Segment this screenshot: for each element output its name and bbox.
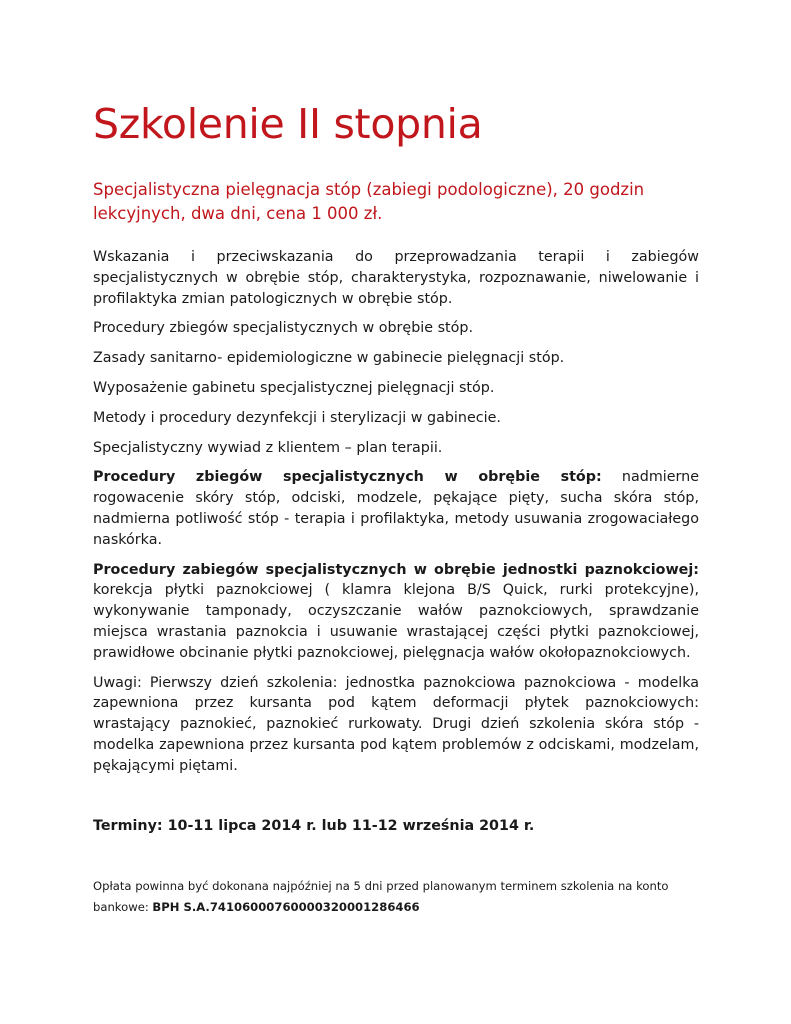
page-title: Szkolenie II stopnia — [93, 100, 483, 148]
paragraph-foot-procedures — [93, 467, 699, 550]
page-subtitle: Specjalistyczna pielęgnacja stóp (zabiegi podologiczne), 20 godzin lekcyjnych, dwa dni, cena 1 000 zł. — [93, 180, 645, 223]
paragraph-procedures: Procedury zbiegów specjalistycznych w obrębie stóp. — [93, 320, 474, 337]
paragraph-notes: Uwagi: Pierwszy dzień szkolenia: jednostka paznokciowa paznokciowa - modelka zapewniona przez kursanta pod kątem deformacji płytek paznokciowych: wrastający paznokieć, paznokieć rurkowaty. Drugi dzień szkolenia skóra stóp - modelka zapewniona przez kursanta pod kątem problemów z odciskami, modzelam, pękającymi piętami. — [93, 674, 699, 774]
paragraph-equipment: Wyposażenie gabinetu specjalistycznej pielęgnacji stóp. — [93, 379, 495, 396]
bank-account: BPH S.A.74106000760000320001286466 — [152, 900, 420, 914]
paragraph-foot-procedures-text: nadmierne rogowacenie skóry stóp, odciski, modzele, pękające pięty, sucha skóra stóp, nadmierna potliwość stóp - terapia i profilaktyka, metody usuwania zrogowaciałego naskórka. — [93, 469, 699, 548]
paragraph-nail-procedures — [93, 560, 699, 664]
paragraph-disinfection: Metody i procedury dezynfekcji i sterylizacji w gabinecie. — [93, 409, 501, 426]
paragraph-nail-procedures-heading: Procedury zabiegów specjalistycznych w obrębie jednostki paznokciowej: — [93, 561, 699, 578]
paragraph-indications: Wskazania i przeciwskazania do przeprowadzania terapii i zabiegów specjalistycznych w obrębie stóp, charakterystyka, rozpoznawanie, niwelowanie i profilaktyka zmian patologicznych w obrębie stóp. — [93, 249, 699, 307]
paragraph-sanitary: Zasady sanitarno- epidemiologiczne w gabinecie pielęgnacji stóp. — [93, 350, 565, 367]
paragraph-interview: Specjalistyczny wywiad z klientem – plan terapii. — [93, 439, 443, 456]
paragraph-nail-procedures-text: korekcja płytki paznokciowej ( klamra klejona B/S Quick, rurki protekcyjne), wykonywanie tamponady, oczyszczanie wałów paznokciowych, sprawdzanie miejsca wrastania paznokcia i usuwanie wrastającej części płytki paznokciowej, prawidłowe obcinanie płytki paznokciowej, pielęgnacja wałów okołopaznokciowych. — [93, 582, 699, 661]
training-dates: Terminy: 10-11 lipca 2014 r. lub 11-12 września 2014 r. — [93, 818, 535, 834]
document-body — [93, 247, 699, 786]
payment-text: Opłata powinna być dokonana najpóźniej na 5 dni przed planowanym terminem szkolenia na konto bankowe: — [93, 879, 669, 914]
payment-info — [93, 876, 699, 918]
paragraph-foot-procedures-heading: Procedury zbiegów specjalistycznych w obrębie stóp: — [93, 469, 602, 486]
